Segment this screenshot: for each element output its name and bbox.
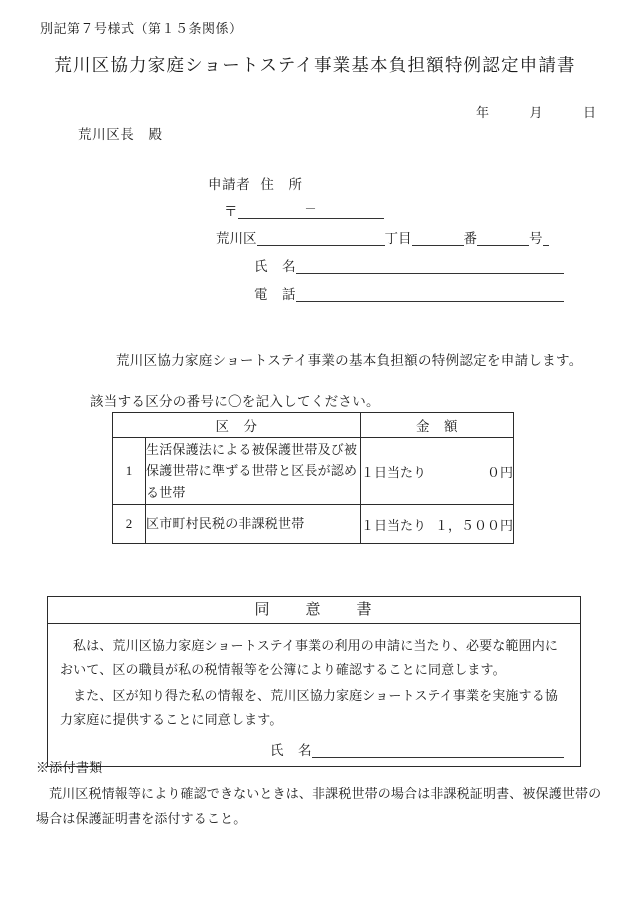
row-amount-value-1: ０円	[486, 464, 513, 480]
address-town-field[interactable]	[257, 230, 385, 246]
row-number-1[interactable]: 1	[113, 438, 146, 505]
row-number-2[interactable]: 2	[113, 505, 146, 544]
header-category: 区 分	[113, 413, 361, 438]
attachment-notes	[36, 757, 606, 831]
address-chome-label: 丁目	[384, 231, 412, 246]
page-title: 荒川区協力家庭ショートステイ事業基本負担額特例認定申請書	[54, 55, 576, 75]
address-ban-field[interactable]	[477, 230, 529, 246]
addressee: 荒川区長 殿	[78, 127, 163, 142]
row-amount-unit-1: １日当たり	[360, 464, 426, 480]
address-city-label: 荒川区	[216, 231, 257, 246]
date-month-label: 月	[529, 105, 543, 120]
row-amount-unit-2: １日当たり	[360, 517, 426, 533]
date-line	[476, 102, 596, 121]
consent-paragraph-2: また、区が知り得た私の情報を、荒川区協力家庭ショートステイ事業を実施する協力家庭に提供することに同意します。	[60, 688, 558, 728]
row-amount-1	[360, 438, 513, 505]
consent-name-field[interactable]	[312, 742, 564, 758]
applicant-label: 申請者	[208, 177, 251, 192]
consent-title: 同 意 書	[48, 597, 580, 624]
applicant-heading	[208, 173, 568, 193]
application-statement: 荒川区協力家庭ショートステイ事業の基本負担額の特例認定を申請します。	[116, 353, 583, 368]
header-amount: 金 額	[360, 413, 513, 438]
consent-box	[47, 596, 581, 767]
date-year-label: 年	[475, 105, 489, 120]
postal-code-second-field[interactable]	[322, 203, 384, 219]
applicant-tel-label: 電 話	[254, 287, 296, 302]
applicant-name-field[interactable]	[296, 258, 564, 274]
applicant-name-label: 氏 名	[254, 259, 296, 274]
row-category-1: 生活保護法による被保護世帯及び被保護世帯に準ずる世帯と区長が認める世帯	[146, 438, 361, 505]
applicant-block	[208, 173, 568, 302]
address-chome-field[interactable]	[412, 230, 464, 246]
selection-instruction: 該当する区分の番号に〇を記入してください。	[90, 394, 380, 409]
applicant-name-row	[208, 258, 568, 274]
classification-table	[112, 412, 514, 544]
postal-code-row	[208, 203, 568, 219]
address-go-field[interactable]	[543, 230, 549, 246]
table-row[interactable]	[113, 438, 514, 505]
consent-name-label: 氏 名	[270, 743, 312, 759]
consent-paragraph-1: 私は、荒川区協力家庭ショートステイ事業の利用の申請に当たり、必要な範囲内において、区の職員が私の税情報等を公簿により確認することに同意します。	[60, 638, 558, 678]
consent-body	[48, 624, 580, 738]
attachment-heading: ※添付書類	[36, 760, 103, 775]
row-category-2: 区市町村民税の非課税世帯	[146, 505, 361, 544]
table-header-row	[113, 413, 514, 438]
postal-code-separator: －	[300, 203, 322, 219]
applicant-tel-field[interactable]	[296, 286, 564, 302]
table-row[interactable]	[113, 505, 514, 544]
address-go-label: 号	[529, 231, 543, 246]
address-ban-label: 番	[463, 231, 477, 246]
row-amount-2	[360, 505, 513, 544]
address-detail-row	[208, 230, 568, 246]
attachment-text: 荒川区税情報等により確認できないときは、非課税世帯の場合は非課税証明書、被保護世帯の場合は保護証明書を添付すること。	[36, 786, 602, 826]
applicant-tel-row	[208, 286, 568, 302]
applicant-address-label: 住 所	[260, 177, 303, 192]
date-day-label: 日	[582, 105, 596, 120]
postal-code-first-field[interactable]	[238, 203, 300, 219]
row-amount-value-2: １，５００円	[434, 517, 513, 533]
form-number: 別記第７号様式（第１５条関係）	[40, 21, 243, 36]
postal-mark-icon: 〒	[224, 203, 238, 219]
